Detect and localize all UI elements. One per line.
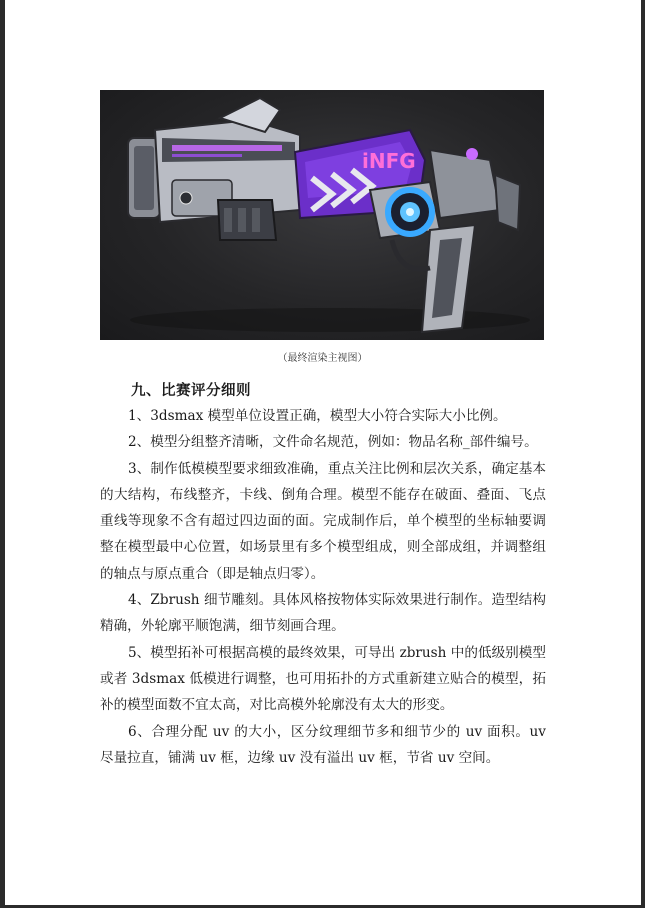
section-body	[100, 403, 546, 771]
weapon-render-image	[100, 90, 544, 340]
paragraph: 3、制作低模模型要求细致准确，重点关注比例和层次关系，确定基本的大结构，布线整齐，卡线、倒角合理。模型不能存在破面、叠面、飞点重线等现象不含有超过四边面的面。完成制作后，单个模型的坐标轴要调整在模型最中心位置，如场景里有多个模型组成，则全部成组，并调整组的轴点与原点重合（即是轴点归零）。	[100, 460, 546, 582]
page-border-right	[641, 0, 645, 908]
paragraph: 4、Zbrush 细节雕刻。具体风格按物体实际效果进行制作。造型结构精确，外轮廓平顺饱满，细节刻画合理。	[100, 592, 546, 635]
paragraph: 2、模型分组整齐清晰，文件命名规范，例如：物品名称_部件编号。	[128, 434, 538, 451]
weapon-logo-text: iNFG	[362, 149, 416, 173]
paragraph: 6、合理分配 uv 的大小，区分纹理细节多和细节少的 uv 面积。uv 尽量拉直，铺满 uv 框，边缘 uv 没有溢出 uv 框，节省 uv 空间。	[100, 723, 546, 766]
paragraph: 5、模型拓补可根据高模的最终效果，可导出 zbrush 中的低级别模型或者 3dsmax 低模进行调整，也可用拓扑的方式重新建立贴合的模型，拓补的模型面数不宜太高，对比高模外轮廓没有太大的形变。	[100, 644, 546, 714]
page-border-left	[0, 0, 5, 908]
section-heading: 九、比赛评分细则	[131, 383, 251, 399]
weapon-illustration	[100, 90, 544, 340]
paragraph: 1、3dsmax 模型单位设置正确，模型大小符合实际大小比例。	[128, 408, 507, 424]
figure-caption: （最终渲染主视图）	[277, 353, 368, 364]
